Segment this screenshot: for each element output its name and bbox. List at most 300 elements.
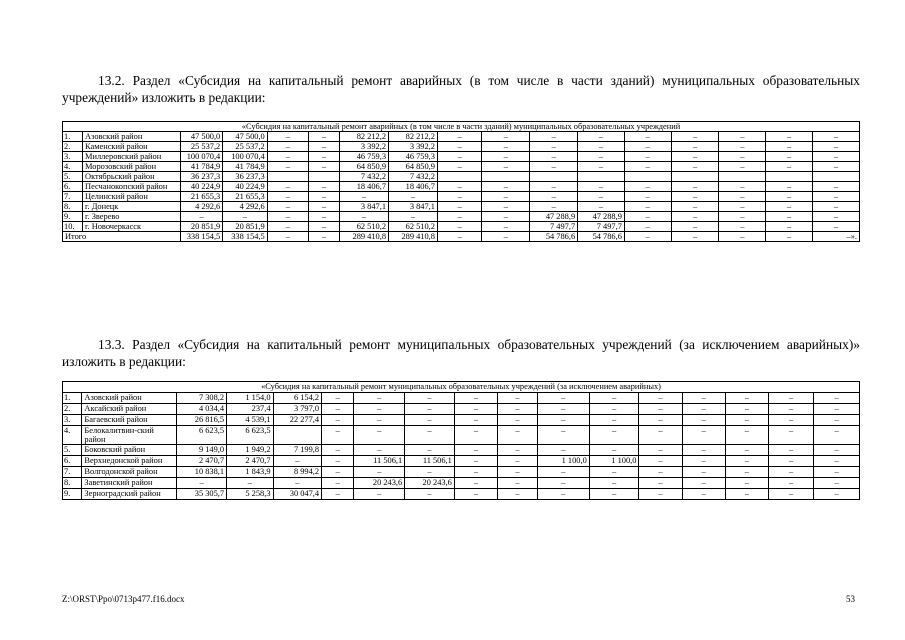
value-cell [766,172,813,182]
value-cell: – [578,152,625,162]
value-cell: – [482,162,530,172]
value-cell: – [537,415,589,426]
value-cell: 26 816,5 [177,415,227,426]
value-cell: 47 288,9 [530,212,578,222]
value-cell: – [766,162,813,172]
value-cell: – [267,192,308,202]
value-cell: – [308,182,339,192]
value-cell: – [482,182,530,192]
value-cell: – [454,404,497,415]
value-cell: – [725,415,768,426]
value-cell: – [437,222,482,232]
value-cell: – [725,445,768,456]
value-cell: – [180,212,222,222]
value-cell: 9 149,0 [177,445,227,456]
row-index: 2. [63,142,83,152]
total-value-cell: – [482,232,530,242]
value-cell: – [530,162,578,172]
district-name: Азовский район [82,393,177,404]
value-cell: 40 224,9 [223,182,268,192]
value-cell: 47 288,9 [578,212,625,222]
value-cell [624,172,671,182]
value-cell: 40 224,9 [180,182,222,192]
value-cell: – [671,142,719,152]
value-cell: 41 784,9 [180,162,222,172]
district-name: Азовский район [83,132,181,142]
district-name: г. Новочеркасск [83,222,181,232]
value-cell: – [354,489,405,500]
value-cell: 6 623,5 [177,426,227,445]
value-cell: – [578,182,625,192]
value-cell: – [482,202,530,212]
value-cell: – [530,152,578,162]
value-cell: 82 212,2 [340,132,389,142]
value-cell: – [719,202,766,212]
district-name: Белокалитвин-ский район [82,426,177,445]
value-cell: 3 847,1 [389,202,438,212]
value-cell: – [498,404,538,415]
value-cell: 3 797,0 [273,404,322,415]
value-cell: – [589,404,639,415]
value-cell: – [682,404,725,415]
value-cell: – [766,222,813,232]
value-cell: – [454,445,497,456]
value-cell: – [267,202,308,212]
value-cell: – [589,445,639,456]
value-cell: – [639,467,682,478]
value-cell: – [354,467,405,478]
value-cell: – [719,162,766,172]
value-cell: – [814,426,860,445]
value-cell: – [267,162,308,172]
value-cell: – [589,489,639,500]
value-cell: 10 838,1 [177,467,227,478]
value-cell: 100 070,4 [223,152,268,162]
value-cell: – [812,132,859,142]
table-row [63,142,860,152]
total-value-cell: 338 154,5 [223,232,268,242]
value-cell: – [812,152,859,162]
value-cell: 4 292,6 [223,202,268,212]
table-capital-repair-subsidy [62,381,860,500]
row-index: 5. [63,445,82,456]
row-index: 5. [63,172,83,182]
total-label: Итого [63,232,181,242]
section-13-2-text: 13.2. Раздел «Субсидия на капитальный ремонт аварийных (в том числе в части зданий) муниципальных образовательных учреждений» изложить в редакции: [62,73,860,105]
value-cell: 47 500,0 [223,132,268,142]
value-cell: – [267,212,308,222]
value-cell: – [725,478,768,489]
value-cell: – [537,478,589,489]
total-value-cell: – [719,232,766,242]
value-cell: – [498,415,538,426]
value-cell: 25 537,2 [223,142,268,152]
table-row [63,393,860,404]
value-cell: – [354,404,405,415]
value-cell: – [437,132,482,142]
value-cell: – [267,182,308,192]
value-cell: – [530,182,578,192]
table-caption-row [63,122,860,132]
value-cell: – [267,222,308,232]
value-cell: – [624,212,671,222]
value-cell: 22 277,4 [273,415,322,426]
total-value-cell: 338 154,5 [180,232,222,242]
value-cell: – [578,162,625,172]
value-cell: – [308,152,339,162]
value-cell: – [768,467,813,478]
district-name: Заветинский район [82,478,177,489]
value-cell: – [267,132,308,142]
value-cell: – [454,467,497,478]
value-cell: – [814,478,860,489]
value-cell: – [768,393,813,404]
table-row [63,426,860,445]
value-cell: – [814,489,860,500]
value-cell: – [719,222,766,232]
value-cell [578,172,625,182]
value-cell: – [766,202,813,212]
value-cell: – [267,152,308,162]
value-cell: 20 243,6 [354,478,405,489]
value-cell: – [340,192,389,202]
district-name: Аксайский район [82,404,177,415]
value-cell: – [624,132,671,142]
value-cell: 11 506,1 [354,456,405,467]
value-cell: 18 406,7 [340,182,389,192]
value-cell: – [482,212,530,222]
value-cell: – [389,192,438,202]
footer-page-number: 53 [846,594,855,604]
table-row [63,132,860,142]
value-cell: – [177,478,227,489]
row-index: 4. [63,426,82,445]
value-cell: 21 655,3 [223,192,268,202]
value-cell: – [537,393,589,404]
total-value-cell: 54 786,6 [530,232,578,242]
value-cell: – [405,467,455,478]
value-cell: – [322,489,354,500]
value-cell: – [322,393,354,404]
value-cell: – [437,182,482,192]
value-cell: – [671,152,719,162]
value-cell: – [589,393,639,404]
table-row [63,456,860,467]
value-cell: – [322,445,354,456]
value-cell: – [308,192,339,202]
row-index: 10. [63,222,83,232]
table-row [63,404,860,415]
row-index: 4. [63,162,83,172]
value-cell: – [812,212,859,222]
table-row [63,172,860,182]
value-cell: – [589,467,639,478]
value-cell: 1 843,9 [227,467,273,478]
value-cell: – [725,426,768,445]
value-cell: 7 199,8 [273,445,322,456]
value-cell: – [812,202,859,212]
value-cell: 7 497,7 [578,222,625,232]
value-cell: – [768,404,813,415]
row-index: 9. [63,489,82,500]
value-cell: – [639,478,682,489]
row-index: 7. [63,192,83,202]
value-cell: – [725,404,768,415]
value-cell: – [322,426,354,445]
district-name: г. Донецк [83,202,181,212]
row-index: 6. [63,456,82,467]
value-cell: – [273,456,322,467]
value-cell: 36 237,3 [223,172,268,182]
table-total-row [63,232,860,242]
value-cell: – [405,404,455,415]
value-cell: 1 100,0 [589,456,639,467]
value-cell: 64 850,9 [340,162,389,172]
value-cell: – [812,142,859,152]
value-cell: – [589,415,639,426]
value-cell: – [719,182,766,192]
value-cell: 7 432,2 [389,172,438,182]
table-row [63,478,860,489]
value-cell: 30 047,4 [273,489,322,500]
value-cell: 35 305,7 [177,489,227,500]
value-cell: 2 470,7 [227,456,273,467]
table-row [63,467,860,478]
value-cell: – [766,152,813,162]
value-cell: – [498,456,538,467]
row-index: 2. [63,404,82,415]
row-index: 3. [63,415,82,426]
value-cell: – [814,415,860,426]
district-name: Морозовский район [83,162,181,172]
value-cell: – [405,393,455,404]
value-cell: – [768,489,813,500]
district-name: Верхнедонской район [82,456,177,467]
value-cell: 3 392,2 [389,142,438,152]
value-cell: 6 154,2 [273,393,322,404]
value-cell: – [322,456,354,467]
value-cell: 25 537,2 [180,142,222,152]
value-cell: – [308,162,339,172]
value-cell [482,172,530,182]
value-cell: – [308,132,339,142]
value-cell: – [498,467,538,478]
value-cell: 20 243,6 [405,478,455,489]
value-cell: 4 539,1 [227,415,273,426]
value-cell: 1 949,2 [227,445,273,456]
value-cell: – [267,142,308,152]
value-cell: 6 623,5 [227,426,273,445]
value-cell: – [624,222,671,232]
value-cell: 64 850,9 [389,162,438,172]
value-cell: – [389,212,438,222]
value-cell: – [454,426,497,445]
value-cell: 3 847,1 [340,202,389,212]
value-cell: 11 506,1 [405,456,455,467]
value-cell: – [354,415,405,426]
value-cell: – [766,212,813,222]
value-cell: – [624,142,671,152]
value-cell: – [766,182,813,192]
value-cell: – [682,478,725,489]
value-cell: – [812,162,859,172]
value-cell: – [498,393,538,404]
total-value-cell: 54 786,6 [578,232,625,242]
value-cell: – [530,142,578,152]
value-cell: – [308,212,339,222]
value-cell: – [482,132,530,142]
district-name: Багаевский район [82,415,177,426]
value-cell: 41 784,9 [223,162,268,172]
value-cell: – [671,162,719,172]
value-cell: – [454,415,497,426]
value-cell: 7 308,2 [177,393,227,404]
value-cell: – [308,222,339,232]
value-cell: – [671,192,719,202]
value-cell: – [405,415,455,426]
value-cell [671,172,719,182]
value-cell: – [768,445,813,456]
value-cell: – [537,426,589,445]
value-cell: – [725,467,768,478]
value-cell: 20 851,9 [180,222,222,232]
value-cell [719,172,766,182]
district-name: Целинский район [83,192,181,202]
value-cell: 62 510,2 [340,222,389,232]
value-cell: – [437,192,482,202]
district-name: г. Зверево [83,212,181,222]
row-index: 1. [63,393,82,404]
value-cell: 20 851,9 [223,222,268,232]
value-cell: – [812,222,859,232]
value-cell: – [682,426,725,445]
total-value-cell: 289 410,8 [389,232,438,242]
value-cell: – [624,162,671,172]
value-cell: – [639,426,682,445]
value-cell: – [766,192,813,202]
value-cell: – [814,404,860,415]
value-cell: – [719,152,766,162]
section-13-3-text: 13.3. Раздел «Субсидия на капитальный ремонт муниципальных образовательных учреждений (за исключением аварийных)» изложить в редакции: [62,337,860,369]
value-cell: – [223,212,268,222]
value-cell: – [482,142,530,152]
value-cell: – [639,445,682,456]
value-cell: – [354,393,405,404]
total-value-cell: 289 410,8 [340,232,389,242]
table-row [63,489,860,500]
value-cell: – [766,142,813,152]
value-cell: – [682,445,725,456]
value-cell: – [537,404,589,415]
row-index: 8. [63,202,83,212]
row-index: 8. [63,478,82,489]
value-cell: – [766,132,813,142]
total-value-cell: – [267,232,308,242]
value-cell: – [624,192,671,202]
value-cell: – [682,456,725,467]
value-cell: – [537,467,589,478]
value-cell: – [578,132,625,142]
value-cell: – [671,182,719,192]
value-cell: – [671,132,719,142]
table-caption: «Субсидия на капитальный ремонт аварийных (в том числе в части зданий) муниципальных образовательных учреждений [63,122,860,132]
value-cell: – [482,222,530,232]
value-cell: 46 759,3 [389,152,438,162]
value-cell: – [719,132,766,142]
value-cell: – [639,393,682,404]
table-row [63,162,860,172]
value-cell: – [227,478,273,489]
district-name: Песчанокопский район [83,182,181,192]
value-cell: – [719,192,766,202]
value-cell: – [437,162,482,172]
value-cell: 7 432,2 [340,172,389,182]
value-cell [812,172,859,182]
value-cell: – [725,456,768,467]
value-cell: – [437,202,482,212]
value-cell: – [671,202,719,212]
value-cell: 2 470,7 [177,456,227,467]
table-emergency-repair-subsidy [62,121,860,242]
value-cell: – [454,456,497,467]
table-row [63,212,860,222]
value-cell: 82 212,2 [389,132,438,142]
value-cell [437,172,482,182]
value-cell: – [530,132,578,142]
value-cell: – [322,415,354,426]
value-cell: 5 258,3 [227,489,273,500]
value-cell: – [482,192,530,202]
total-value-cell: – [671,232,719,242]
value-cell: – [725,489,768,500]
value-cell: – [578,142,625,152]
district-name: Зерноградский район [82,489,177,500]
district-name: Волгодонской район [82,467,177,478]
value-cell: 46 759,3 [340,152,389,162]
district-name: Миллеровский район [83,152,181,162]
value-cell: 36 237,3 [180,172,222,182]
value-cell: – [437,152,482,162]
value-cell: – [814,456,860,467]
value-cell: – [273,478,322,489]
value-cell: – [482,152,530,162]
row-index: 3. [63,152,83,162]
value-cell: – [682,393,725,404]
value-cell: – [814,393,860,404]
value-cell: – [639,456,682,467]
value-cell: – [322,478,354,489]
value-cell: 18 406,7 [389,182,438,192]
total-value-cell: –». [812,232,859,242]
total-value-cell: – [624,232,671,242]
value-cell: – [530,192,578,202]
table-row [63,222,860,232]
value-cell: 1 154,0 [227,393,273,404]
value-cell: – [405,426,455,445]
row-index: 6. [63,182,83,192]
value-cell: – [578,202,625,212]
value-cell: – [812,182,859,192]
value-cell: – [589,478,639,489]
value-cell: 21 655,3 [180,192,222,202]
table-row [63,192,860,202]
value-cell: – [812,192,859,202]
value-cell: – [719,142,766,152]
district-name: Каменский район [83,142,181,152]
value-cell: 4 292,6 [180,202,222,212]
row-index: 1. [63,132,83,142]
value-cell: – [454,489,497,500]
